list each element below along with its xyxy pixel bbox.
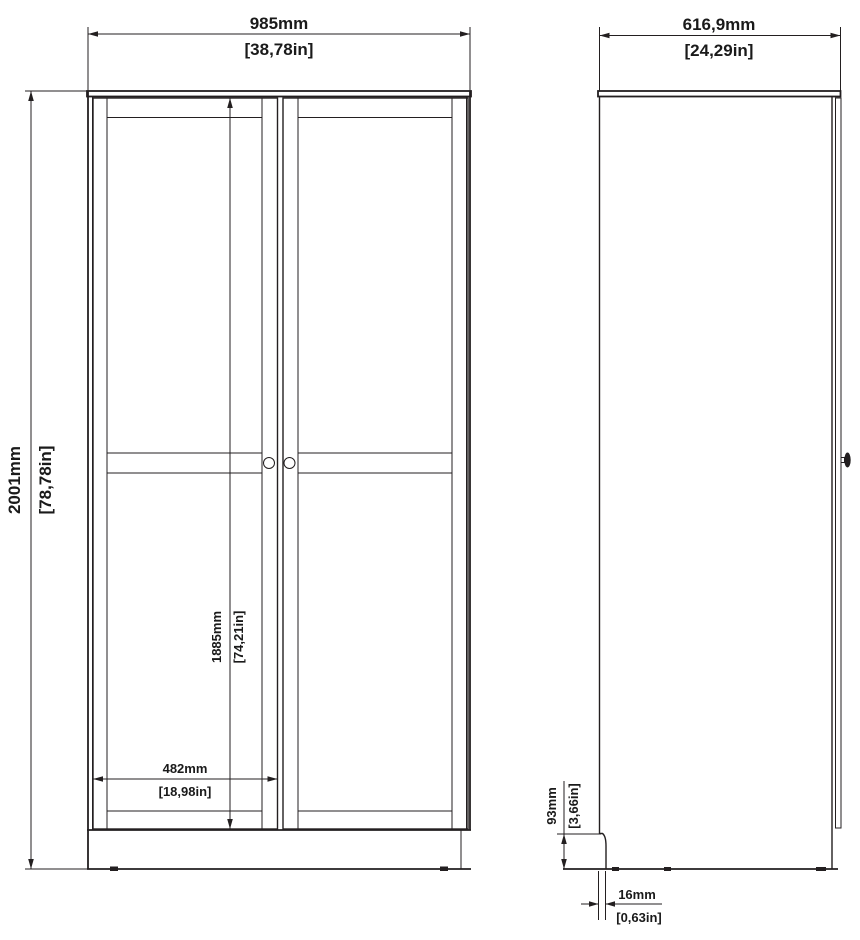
arrow-down-icon [227,819,233,829]
front-height-mm-label: 2001mm [5,445,24,515]
base-height-mm-label: 93mm [544,787,559,825]
side-foot-middle [664,867,671,871]
arrow-right-icon [460,31,470,37]
arrow-right-icon [831,33,841,39]
side-back-edge [600,97,607,870]
arrow-up-icon [28,91,34,101]
side-knob-icon [841,453,851,468]
arrow-right-icon [589,901,599,907]
door-width-mm-label: 482mm [162,761,208,776]
base-height-in-label: [3,66in] [566,783,581,829]
front-width-mm-label: 985mm [249,14,309,33]
front-view [5,14,471,871]
front-height-in-label: [78,78in] [36,445,55,515]
arrow-left-icon [600,33,610,39]
front-left-foot [110,867,118,872]
arrow-right-icon [268,776,278,782]
dimension-front-height [5,91,87,869]
side-top-panel [598,91,841,97]
front-right-foot [440,867,448,872]
arrow-down-icon [28,859,34,869]
door-height-mm-label: 1885mm [209,610,224,664]
arrow-left-icon [606,901,616,907]
right-door-knob-icon [284,458,295,469]
dimension-door-height [209,98,246,829]
side-depth-in-label: [24,29in] [684,41,754,60]
side-view [544,15,851,925]
front-left-door [93,98,278,829]
dimension-base-height [544,781,601,869]
arrow-up-icon [561,834,567,844]
door-height-in-label: [74,21in] [231,610,246,664]
panel-thickness-in-label: [0,63in] [616,910,662,925]
arrow-left-icon [88,31,98,37]
arrow-down-icon [561,859,567,869]
door-width-in-label: [18,98in] [158,784,212,799]
arrow-up-icon [227,98,233,108]
left-door-knob-icon [264,458,275,469]
front-right-door [283,98,468,829]
dimension-side-depth [600,15,841,91]
left-door-outline [93,98,278,829]
side-foot-back [612,867,619,871]
side-door-panel [836,98,842,828]
side-depth-mm-label: 616,9mm [682,15,756,34]
front-top-panel [87,91,471,97]
dimension-door-width [93,761,278,799]
right-door-outline [283,98,468,829]
dimension-panel-thickness [581,871,662,925]
side-foot-front [816,867,826,871]
dimension-front-width [88,14,470,91]
arrow-left-icon [93,776,103,782]
panel-thickness-mm-label: 16mm [618,887,656,902]
front-width-in-label: [38,78in] [244,40,314,59]
